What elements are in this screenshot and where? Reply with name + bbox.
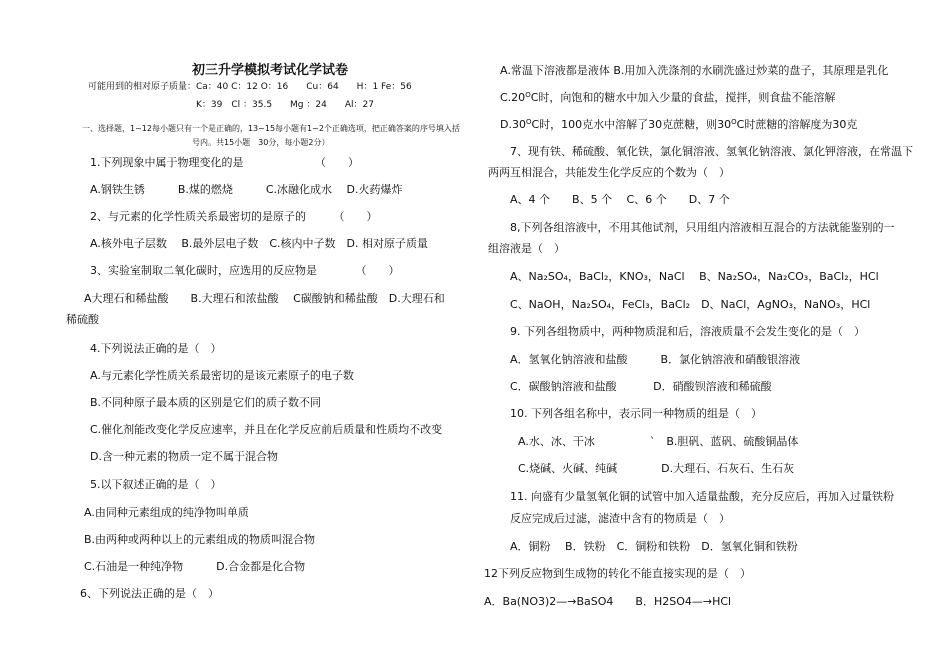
q6-c-text-pre: C.20: [500, 91, 526, 104]
question-4-option-a: A.与元素化学性质关系最密切的是该元素原子的电子数: [90, 369, 354, 382]
question-10-options-ab: A.水、冰、干冰 ` B.胆矾、蓝矾、硫酸铜晶体: [518, 435, 799, 448]
question-6: 6、下列说法正确的是（ ）: [80, 587, 219, 600]
q6-d-degree-sup-2: O: [731, 118, 737, 126]
question-1-options: A.钢铁生锈 B.煤的燃烧 C.冰融化成水 D.火药爆炸: [90, 183, 403, 196]
question-5-option-b: B.由两种或两种以上的元素组成的物质叫混合物: [84, 533, 316, 546]
question-7-line-1: 7、现有铁、稀硫酸、氧化铁，氯化铜溶液、氢氧化钠溶液、氯化钾溶液，在常温下: [510, 145, 913, 158]
question-9-options-cd: C．碳酸钠溶液和盐酸 D．硝酸钡溶液和稀硫酸: [510, 380, 772, 393]
question-10: 10. 下列各组名称中，表示同一种物质的组是（ ）: [510, 407, 762, 420]
question-7-line-2: 两两互相混合，共能发生化学反应的个数为（ ）: [488, 166, 730, 179]
q6-d-degree-sup-1: O: [525, 118, 532, 126]
question-11-line-1: 11. 向盛有少量氢氧化铜的试管中加入适量盐酸，充分反应后，再加入过量铁粉: [510, 490, 894, 503]
question-12: 12下列反应物到生成物的转化不能直接实现的是（ ）: [484, 567, 751, 580]
q6-c-text-post: C时，向饱和的糖水中加入少量的食盐，搅拌，则食盐不能溶解: [530, 91, 836, 104]
question-3: 3、实验室制取二氧化碳时，应选用的反应物是 （ ）: [90, 264, 400, 277]
q6-c-degree-sup: O: [525, 91, 531, 99]
question-8-line-2: 组溶液是（ ）: [488, 242, 565, 255]
question-10-options-cd: C.烧碱、火碱、纯碱 D.大理石、石灰石、生石灰: [518, 462, 795, 475]
question-6-options-ab: A.常温下溶液都是液体 B.用加入洗涤剂的水刷洗盛过炒菜的盘子，其原理是乳化: [500, 64, 889, 77]
instructions-line-1: 一、选择题，1~12每小题只有一个是正确的，13~15每小题有1~2个正确选项，把正确答案的序号填入括: [82, 124, 460, 133]
question-4: 4.下列说法正确的是（ ）: [90, 342, 222, 355]
question-7-options: A、4 个 B、5 个 C、6 个 D、7 个: [510, 193, 730, 206]
atomic-mass-line-2: K：39 Cl ：35.5 Mg ：24 Al：27: [196, 100, 374, 110]
question-5-option-a: A.由同种元素组成的纯净物叫单质: [84, 506, 249, 519]
question-8-line-1: 8,下列各组溶液中，不用其他试剂，只用组内溶液相互混合的方法就能鉴别的一: [510, 221, 895, 234]
question-3-options-cont: 稀硫酸: [66, 313, 99, 326]
question-3-options: A大理石和稀盐酸 B.大理石和浓盐酸 C碳酸钠和稀盐酸 D.大理石和: [84, 292, 445, 305]
q6-d-text-pre: D.30: [500, 118, 526, 131]
question-12-options: A．Ba(NO3)2—→BaSO4 B．H2SO4—→HCl: [484, 595, 732, 608]
q6-d-text-post: C时蔗糖的溶解度为30克: [736, 118, 858, 131]
question-9: 9. 下列各组物质中，两种物质混和后，溶液质量不会发生变化的是（ ）: [510, 325, 865, 338]
atomic-mass-line-1: 可能用到的相对原子质量：Ca：40 C：12 O：16 Cu：64 H：1 Fe：56: [88, 82, 412, 92]
question-5: 5.以下叙述正确的是（ ）: [90, 478, 222, 491]
question-6-option-c: [500, 91, 835, 105]
question-2-options: A.核外电子层数 B.最外层电子数 C.核内中子数 D. 相对原子质量: [90, 237, 429, 250]
question-4-option-b: B.不同种原子最本质的区别是它们的质子数不同: [90, 396, 322, 409]
question-11-line-2: 反应完成后过滤，滤渣中含有的物质是（ ）: [510, 512, 730, 525]
question-5-options-cd: C.石油是一种纯净物 D.合金都是化合物: [84, 560, 306, 573]
q6-d-text-mid: C时，100克水中溶解了30克蔗糖，则30: [531, 118, 732, 131]
question-9-options-ab: A．氢氧化钠溶液和盐酸 B．氯化钠溶液和硝酸银溶液: [510, 353, 801, 366]
question-11-options: A．铜粉 B．铁粉 C．铜粉和铁粉 D．氢氧化铜和铁粉: [510, 540, 798, 553]
question-6-option-d: [500, 118, 857, 132]
question-8-options-cd: C、NaOH，Na₂SO₄，FeCl₃，BaCl₂ D、NaCl，AgNO₃，NaNO₃，HCl: [510, 298, 871, 311]
question-4-option-c: C.催化剂能改变化学反应速率，并且在化学反应前后质量和性质均不改变: [90, 423, 443, 436]
instructions-line-2: 号内。共15小题 30分，每小题2分）: [192, 138, 330, 147]
question-1: 1.下列现象中属于物理变化的是 （ ）: [90, 156, 359, 169]
question-2: 2、与元素的化学性质关系最密切的是原子的 （ ）: [90, 210, 378, 223]
exam-title: 初三升学模拟考试化学试卷: [192, 63, 349, 78]
question-4-option-d: D.含一种元素的物质一定不属于混合物: [90, 450, 278, 463]
question-8-options-ab: A、Na₂SO₄，BaCl₂，KNO₃，NaCl B、Na₂SO₄，Na₂CO₃，BaCl₂，HCl: [510, 270, 879, 283]
